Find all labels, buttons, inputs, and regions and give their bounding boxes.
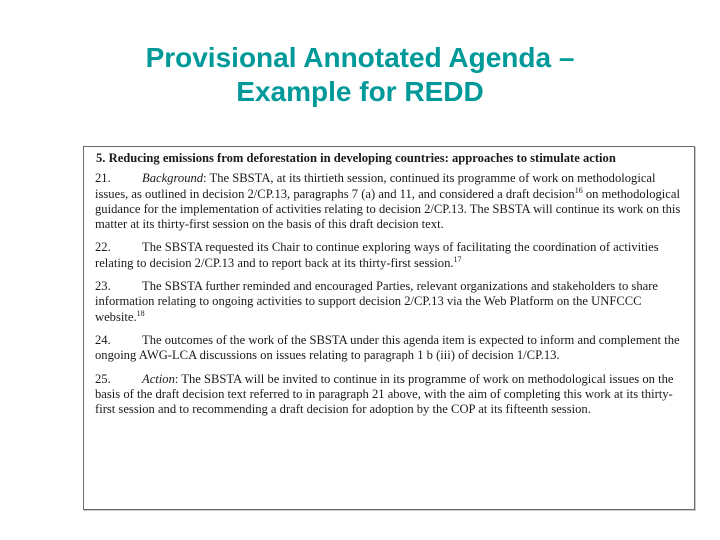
paragraph-22 [95,240,684,271]
paragraph-25 [95,372,684,418]
paragraph-lead: Action [142,371,175,386]
paragraph-24 [95,333,684,364]
paragraph-text: : The SBSTA, at its thirtieth session, continued its programme of work on methodological issues, as outlined in decision 2/CP.13, paragraphs 7 (a) and 11, and considered a draft decision [95,171,656,201]
section-heading: 5. Reducing emissions from deforestation in developing countries: approaches to stimulate action [96,151,616,165]
paragraph-number: 22. [95,240,111,255]
slide-title-line-1: Provisional Annotated Agenda – [145,42,575,73]
paragraph-21 [95,171,684,232]
paragraph-number: 25. [95,371,111,386]
paragraph-lead: Background [142,171,204,186]
footnote-ref: 16 [574,185,583,195]
paragraph-23 [95,279,684,325]
paragraph-number: 23. [95,279,111,294]
slide-title [0,41,720,109]
paragraph-text: The SBSTA further reminded and encouraged Parties, relevant organizations and stakeholders to share information relating to ongoing activities to support decision 2/CP.13 via the Web Platform on the UNFCCC website. [95,279,658,324]
paragraph-number: 24. [95,332,111,347]
slide-title-line-2: Example for REDD [236,76,484,107]
paragraph-text: The SBSTA requested its Chair to continue exploring ways of facilitating the coordination of activities relating to decision 2/CP.13 and to report back at its thirty-first session. [95,240,659,270]
footnote-ref: 17 [453,254,462,264]
paragraph-text: : The SBSTA will be invited to continue in its programme of work on methodological issues on the basis of the draft decision text referred to in paragraph 21 above, with the aim of completing this work at its thirty-first session and to recommending a draft decision for adoption by the COP at its fifteenth session. [95,371,674,417]
paragraph-text-cont: on methodological guidance for the implementation of activities relating to decision 2/CP.13. The SBSTA will continue its work on this matter at its thirty-first session on the basis of this draft decision text. [95,186,681,232]
paragraph-text: The outcomes of the work of the SBSTA under this agenda item is expected to inform and complement the ongoing AWG-LCA discussions on issues relating to paragraph 1 b (iii) of decision 1/CP.13. [95,332,680,363]
paragraph-number: 21. [95,171,111,186]
footnote-ref: 18 [136,308,145,318]
document-excerpt [83,146,695,510]
